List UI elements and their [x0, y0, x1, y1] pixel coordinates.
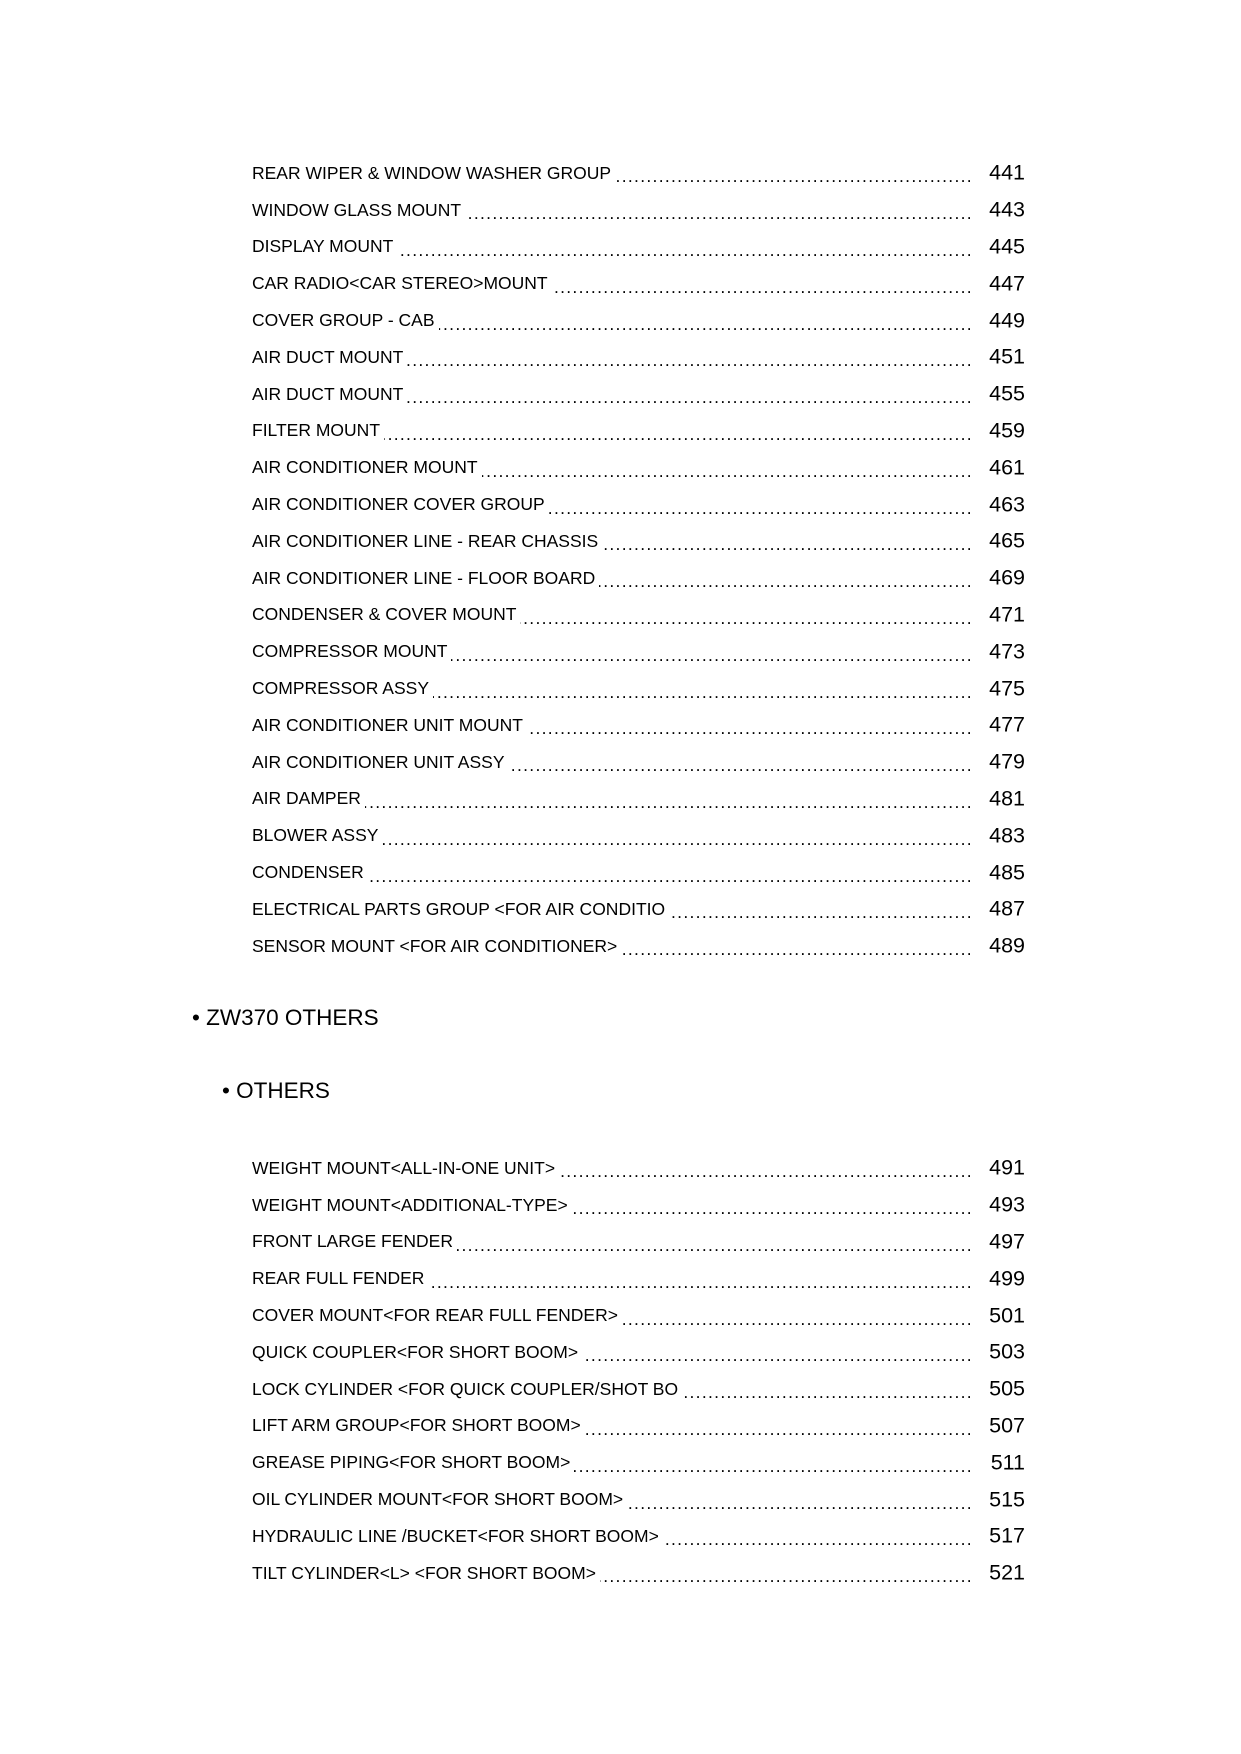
toc-entry-title: AIR CONDITIONER LINE - FLOOR BOARD [252, 568, 599, 589]
toc-entry-page-number: 471 [983, 602, 1025, 627]
toc-entry[interactable] [252, 633, 1025, 670]
toc-block-others [252, 1150, 1025, 1592]
toc-entry[interactable] [252, 265, 1025, 302]
toc-entry[interactable] [252, 928, 1025, 965]
toc-entry-title: COVER GROUP - CAB [252, 310, 439, 331]
toc-entry-page-number: 447 [983, 271, 1025, 296]
toc-entry-title: OIL CYLINDER MOUNT<FOR SHORT BOOM> [252, 1489, 627, 1510]
toc-entry-page-number: 503 [983, 1340, 1025, 1365]
toc-entry-page-number: 469 [983, 566, 1025, 591]
toc-entry-title: AIR DAMPER [252, 788, 365, 809]
toc-entry-title: AIR DUCT MOUNT [252, 347, 407, 368]
toc-entry-page-number: 511 [985, 1450, 1025, 1475]
toc-entry[interactable] [252, 229, 1025, 266]
toc-entry-title: AIR CONDITIONER MOUNT [252, 457, 482, 478]
toc-entry-page-number: 517 [983, 1524, 1025, 1549]
toc-entry-page-number: 461 [983, 455, 1025, 480]
toc-entry-page-number: 445 [983, 234, 1025, 259]
toc-entry-page-number: 493 [983, 1193, 1025, 1218]
toc-entry-page-number: 515 [983, 1487, 1025, 1512]
toc-entry-page-number: 499 [983, 1266, 1025, 1291]
subsection-heading-others[interactable]: • OTHERS [222, 1078, 330, 1103]
toc-entry-title: AIR CONDITIONER LINE - REAR CHASSIS [252, 531, 602, 552]
toc-entry-title: QUICK COUPLER<FOR SHORT BOOM> [252, 1342, 582, 1363]
toc-entry-page-number: 507 [983, 1413, 1025, 1438]
toc-entry[interactable] [252, 1371, 1025, 1408]
toc-entry[interactable] [252, 781, 1025, 818]
toc-entry[interactable] [252, 891, 1025, 928]
toc-entry-title: FILTER MOUNT [252, 420, 384, 441]
toc-entry[interactable] [252, 1150, 1025, 1187]
toc-entry-page-number: 487 [983, 897, 1025, 922]
toc-entry-page-number: 505 [983, 1377, 1025, 1402]
toc-entry-page-number: 473 [983, 639, 1025, 664]
toc-entry-title: AIR CONDITIONER UNIT ASSY [252, 752, 509, 773]
toc-entry-title: AIR CONDITIONER UNIT MOUNT [252, 715, 527, 736]
toc-entry[interactable] [252, 707, 1025, 744]
toc-entry-title: COVER MOUNT<FOR REAR FULL FENDER> [252, 1305, 622, 1326]
toc-entry-title: HYDRAULIC LINE /BUCKET<FOR SHORT BOOM> [252, 1526, 663, 1547]
toc-entry[interactable] [252, 1444, 1025, 1481]
toc-entry-page-number: 477 [983, 713, 1025, 738]
toc-entry-title: AIR CONDITIONER COVER GROUP [252, 494, 549, 515]
toc-entry-page-number: 465 [983, 529, 1025, 554]
toc-entry[interactable] [252, 413, 1025, 450]
toc-entry-page-number: 475 [983, 676, 1025, 701]
toc-entry-page-number: 459 [983, 418, 1025, 443]
toc-entry-page-number: 501 [983, 1303, 1025, 1328]
toc-entry-title: REAR WIPER & WINDOW WASHER GROUP [252, 163, 615, 184]
toc-entry-title: BLOWER ASSY [252, 825, 382, 846]
toc-entry-title: AIR DUCT MOUNT [252, 384, 407, 405]
toc-entry[interactable] [252, 1224, 1025, 1261]
toc-entry[interactable] [252, 1481, 1025, 1518]
toc-entry-title: ELECTRICAL PARTS GROUP <FOR AIR CONDITIO [252, 899, 669, 920]
toc-entry[interactable] [252, 670, 1025, 707]
toc-entry-page-number: 449 [983, 308, 1025, 333]
toc-entry-page-number: 497 [983, 1229, 1025, 1254]
toc-entry-page-number: 463 [983, 492, 1025, 517]
toc-entry[interactable] [252, 1518, 1025, 1555]
toc-entry[interactable] [252, 1187, 1025, 1224]
toc-entry-page-number: 485 [983, 860, 1025, 885]
toc-block-cab-air-conditioner [252, 155, 1025, 965]
toc-entry-title: CONDENSER & COVER MOUNT [252, 604, 520, 625]
toc-entry[interactable] [252, 376, 1025, 413]
section-heading-zw370-others[interactable]: • ZW370 OTHERS [192, 1005, 379, 1030]
toc-entry[interactable] [252, 449, 1025, 486]
toc-entry-title: WEIGHT MOUNT<ADDITIONAL-TYPE> [252, 1195, 572, 1216]
toc-entry[interactable] [252, 1334, 1025, 1371]
toc-entry-title: LOCK CYLINDER <FOR QUICK COUPLER/SHOT BO [252, 1379, 682, 1400]
toc-entry-title: WEIGHT MOUNT<ALL-IN-ONE UNIT> [252, 1158, 559, 1179]
toc-entry-page-number: 491 [983, 1156, 1025, 1181]
toc-entry[interactable] [252, 339, 1025, 376]
toc-entry-page-number: 441 [983, 161, 1025, 186]
toc-entry-page-number: 443 [983, 198, 1025, 223]
toc-entry-title: COMPRESSOR MOUNT [252, 641, 451, 662]
toc-entry[interactable] [252, 486, 1025, 523]
toc-entry-title: CONDENSER [252, 862, 368, 883]
toc-entry[interactable] [252, 854, 1025, 891]
toc-entry-title: WINDOW GLASS MOUNT [252, 200, 465, 221]
toc-entry[interactable] [252, 1260, 1025, 1297]
toc-entry-title: CAR RADIO<CAR STEREO>MOUNT [252, 273, 552, 294]
toc-entry-page-number: 521 [983, 1561, 1025, 1586]
toc-entry-title: DISPLAY MOUNT [252, 236, 397, 257]
toc-entry-title: GREASE PIPING<FOR SHORT BOOM> [252, 1452, 574, 1473]
toc-entry-title: SENSOR MOUNT <FOR AIR CONDITIONER> [252, 936, 621, 957]
toc-entry[interactable] [252, 155, 1025, 192]
toc-entry[interactable] [252, 597, 1025, 634]
toc-entry-page-number: 451 [983, 345, 1025, 370]
toc-entry-page-number: 483 [983, 823, 1025, 848]
toc-entry[interactable] [252, 192, 1025, 229]
toc-entry-page-number: 455 [983, 382, 1025, 407]
toc-entry[interactable] [252, 302, 1025, 339]
toc-entry-title: COMPRESSOR ASSY [252, 678, 433, 699]
toc-entry-page-number: 479 [983, 750, 1025, 775]
toc-entry[interactable] [252, 560, 1025, 597]
toc-entry-title: FRONT LARGE FENDER [252, 1231, 457, 1252]
toc-entry-title: TILT CYLINDER<L> <FOR SHORT BOOM> [252, 1563, 600, 1584]
toc-entry-page-number: 481 [983, 786, 1025, 811]
toc-entry[interactable] [252, 817, 1025, 854]
toc-entry-page-number: 489 [983, 934, 1025, 959]
toc-entry[interactable] [252, 523, 1025, 560]
toc-entry[interactable] [252, 1297, 1025, 1334]
toc-entry[interactable] [252, 1555, 1025, 1592]
toc-entry-title: REAR FULL FENDER [252, 1268, 428, 1289]
toc-entry[interactable] [252, 1408, 1025, 1445]
toc-entry[interactable] [252, 744, 1025, 781]
toc-entry-title: LIFT ARM GROUP<FOR SHORT BOOM> [252, 1415, 585, 1436]
